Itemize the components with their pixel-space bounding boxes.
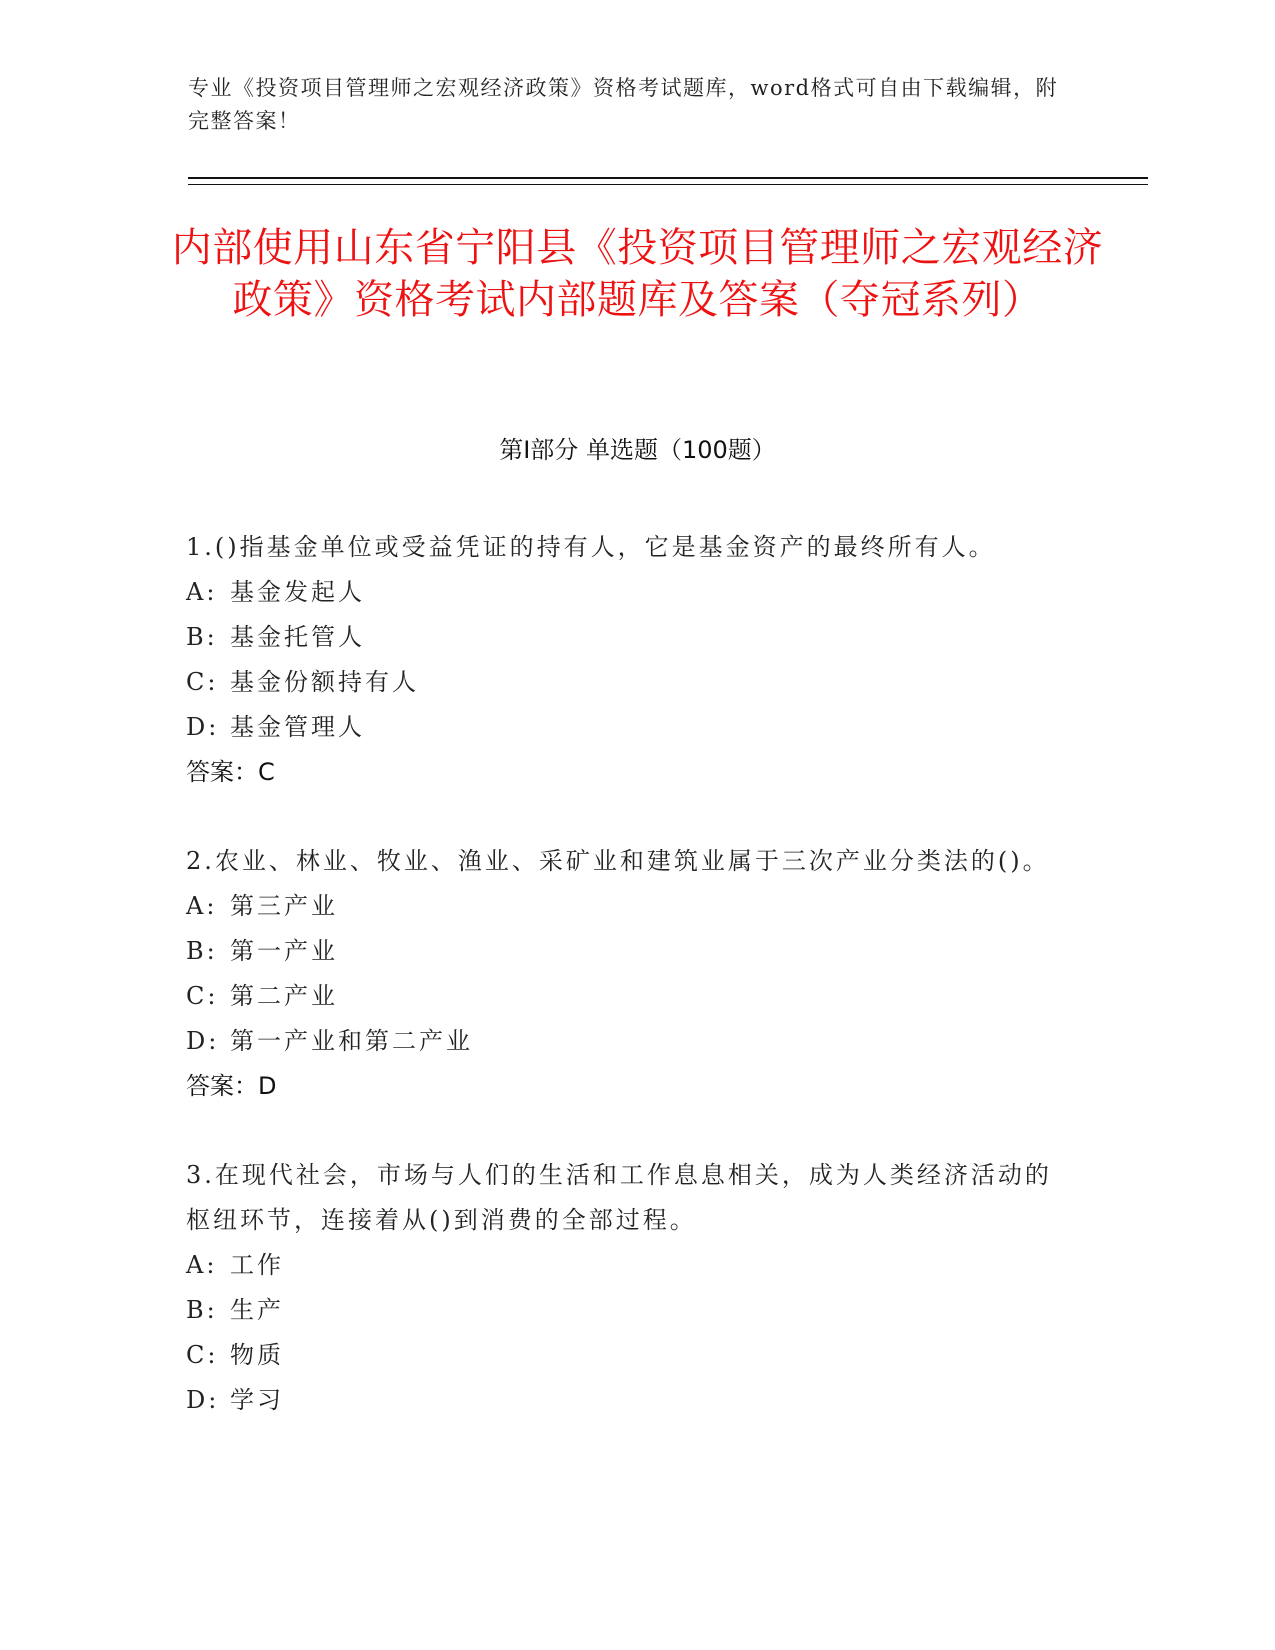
option-key: D: xyxy=(186,1386,220,1414)
option-text: 第二产业 xyxy=(230,982,338,1010)
section-heading: 第Ⅰ部分 单选题（100题） xyxy=(499,436,776,464)
option-text: 基金管理人 xyxy=(230,713,365,741)
question-stem: 3.在现代社会，市场与人们的生活和工作息息相关，成为人类经济活动的枢纽环节，连接着从()到消费的全部过程。 xyxy=(186,1161,1052,1234)
option-key: C: xyxy=(186,1341,219,1369)
option-a xyxy=(186,570,1066,615)
option-text: 基金托管人 xyxy=(230,623,365,651)
option-key: B: xyxy=(186,1296,218,1324)
option-d xyxy=(186,1378,1066,1423)
question-stem: 2.农业、林业、牧业、渔业、采矿业和建筑业属于三次产业分类法的()。 xyxy=(186,847,1050,875)
option-d xyxy=(186,705,1066,750)
question-list xyxy=(186,525,1066,1467)
option-key: A: xyxy=(186,1251,218,1279)
question-2 xyxy=(186,839,1066,1109)
option-text: 第一产业 xyxy=(230,937,338,965)
option-key: B: xyxy=(186,937,218,965)
option-d xyxy=(186,1019,1066,1064)
option-text: 第三产业 xyxy=(230,892,338,920)
document-title: 内部使用山东省宁阳县《投资项目管理师之宏观经济政策》资格考试内部题库及答案（夺冠系列） xyxy=(171,225,1104,323)
option-key: D: xyxy=(186,713,220,741)
option-text: 生产 xyxy=(230,1296,284,1324)
header-divider-thin xyxy=(188,184,1148,185)
answer-line: 答案：C xyxy=(186,758,275,786)
option-b xyxy=(186,1288,1066,1333)
option-text: 物质 xyxy=(230,1341,284,1369)
question-stem: 1.()指基金单位或受益凭证的持有人，它是基金资产的最终所有人。 xyxy=(186,533,996,561)
option-a xyxy=(186,1243,1066,1288)
option-c xyxy=(186,1333,1066,1378)
question-3 xyxy=(186,1153,1066,1423)
option-a xyxy=(186,884,1066,929)
option-key: C: xyxy=(186,668,219,696)
answer-line: 答案：D xyxy=(186,1072,277,1100)
option-text: 基金发起人 xyxy=(230,578,365,606)
option-text: 基金份额持有人 xyxy=(230,668,419,696)
option-b xyxy=(186,929,1066,974)
option-key: B: xyxy=(186,623,218,651)
option-text: 第一产业和第二产业 xyxy=(230,1027,473,1055)
option-key: A: xyxy=(186,578,218,606)
header-divider-thick xyxy=(188,177,1148,179)
option-text: 学习 xyxy=(230,1386,284,1414)
option-b xyxy=(186,615,1066,660)
option-text: 工作 xyxy=(230,1251,284,1279)
option-key: D: xyxy=(186,1027,220,1055)
question-1 xyxy=(186,525,1066,795)
option-key: A: xyxy=(186,892,218,920)
option-c xyxy=(186,974,1066,1019)
option-key: C: xyxy=(186,982,219,1010)
option-c xyxy=(186,660,1066,705)
header-note: 专业《投资项目管理师之宏观经济政策》资格考试题库，word格式可自由下载编辑，附完整答案！ xyxy=(188,76,1059,133)
